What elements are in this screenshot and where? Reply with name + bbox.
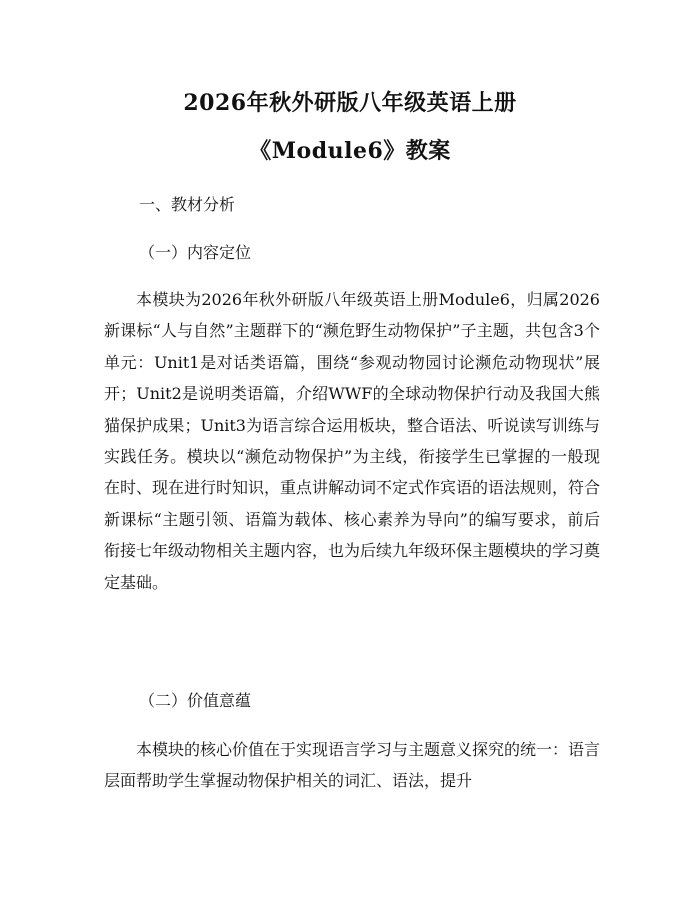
document-title-line-1: 2026年秋外研版八年级英语上册: [183, 90, 517, 116]
subsection-heading-content-positioning: （一）内容定位: [139, 243, 252, 262]
subsection-heading-value-meaning: （二）价值意蕴: [139, 691, 252, 710]
document-title-line-2: 《Module6》教案: [249, 138, 451, 164]
paragraph-content-positioning: 本模块为2026年秋外研版八年级英语上册Module6，归属2026新课标“人与自然”主题群下的“濒危野生动物保护”子主题，共包含3个单元：Unit1是对话类语篇，围绕“参观动物园讨论濒危动物现状”展开；Unit2是说明类语篇，介绍WWF的全球动物保护行动及我国大熊猫保护成果；Unit3为语言综合运用板块，整合语法、听说读写训练与实践任务。模块以“濒危动物保护”为主线，衔接学生已掌握的一般现在时、现在进行时知识，重点讲解动词不定式作宾语的语法规则，符合新课标“主题引领、语篇为载体、核心素养为导向”的编写要求，前后衔接七年级动物相关主题内容，也为后续九年级环保主题模块的学习奠定基础。: [104, 290, 601, 592]
paragraph-value-meaning: 本模块的核心价值在于实现语言学习与主题意义探究的统一：语言层面帮助学生掌握动物保护相关的词汇、语法，提升: [104, 740, 601, 791]
section-heading-textbook-analysis: 一、教材分析: [139, 195, 236, 214]
